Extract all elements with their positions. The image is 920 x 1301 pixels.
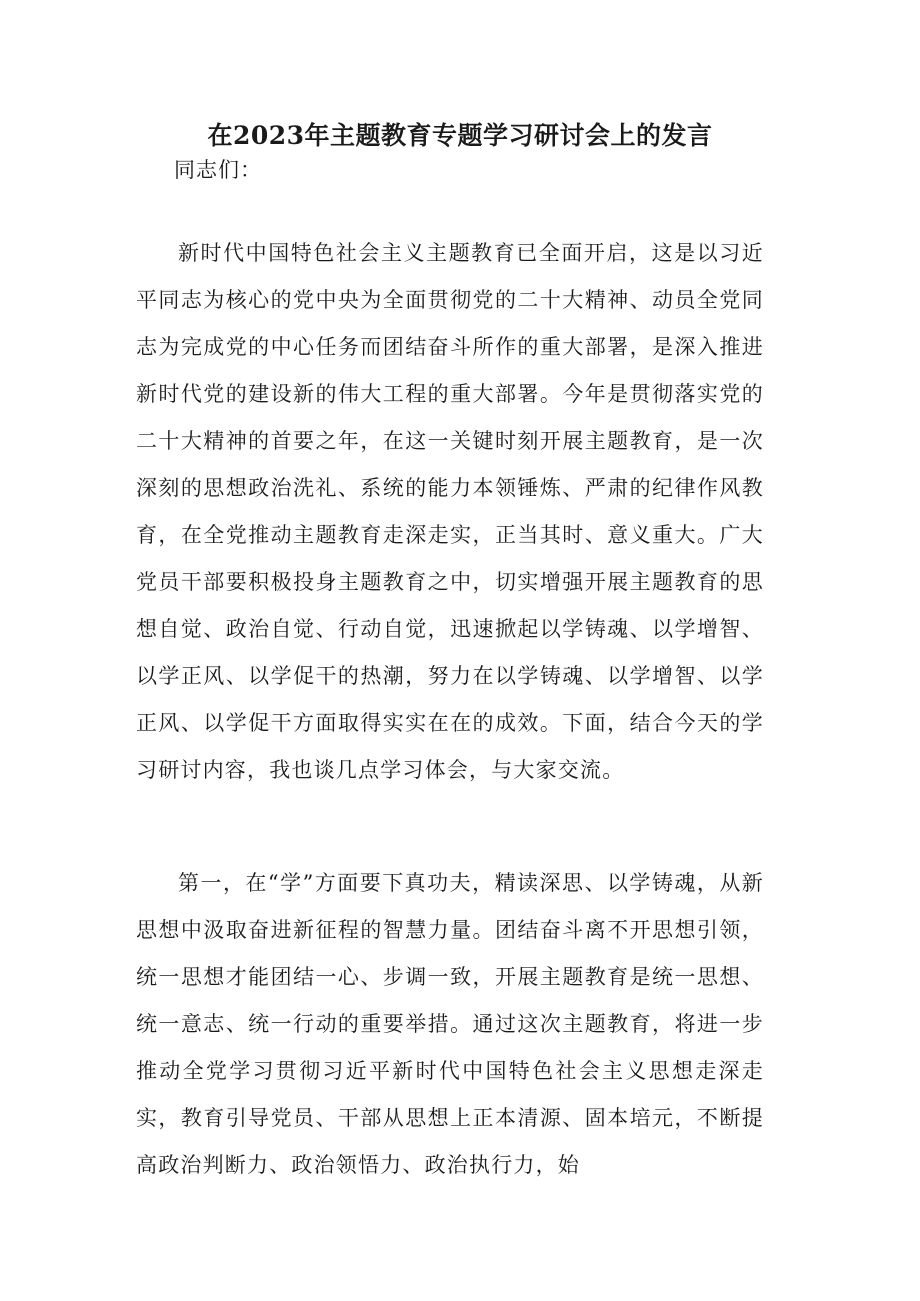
document-title: 在2023年主题教育专题学习研讨会上的发言 xyxy=(207,121,713,150)
paragraph-2: 第一，在“学”方面要下真功夫，精读深思、以学铸魂，从新思想中汲取奋进新征程的智慧力量。团结奋斗离不开思想引领，统一思想才能团结一心、步调一致，开展主题教育是统一思想、统一意志、统一行动的重要举措。通过这次主题教育，将进一步推动全党学习贯彻习近平新时代中国特色社会主义思想走深走实，教育引导党员、干部从思想上正本清源、固本培元，不断提高政治判断力、政治领悟力、政治执行力，始 xyxy=(136,871,764,1177)
paragraph-1: 新时代中国特色社会主义主题教育已全面开启，这是以习近平同志为核心的党中央为全面贯彻党的二十大精神、动员全党同志为完成党的中心任务而团结奋斗所作的重大部署，是深入推进新时代党的建设新的伟大工程的重大部署。今年是贯彻落实党的二十大精神的首要之年，在这一关键时刻开展主题教育，是一次深刻的思想政治洗礼、系统的能力本领锤炼、严肃的纪律作风教育，在全党推动主题教育走深走实，正当其时、意义重大。广大党员干部要积极投身主题教育之中，切实增强开展主题教育的思想自觉、政治自觉、行动自觉，迅速掀起以学铸魂、以学增智、以学正风、以学促干的热潮，努力在以学铸魂、以学增智、以学正风、以学促干方面取得实实在在的成效。下面，结合今天的学习研讨内容，我也谈几点学习体会，与大家交流。 xyxy=(136,241,764,782)
salutation: 同志们： xyxy=(174,158,262,182)
